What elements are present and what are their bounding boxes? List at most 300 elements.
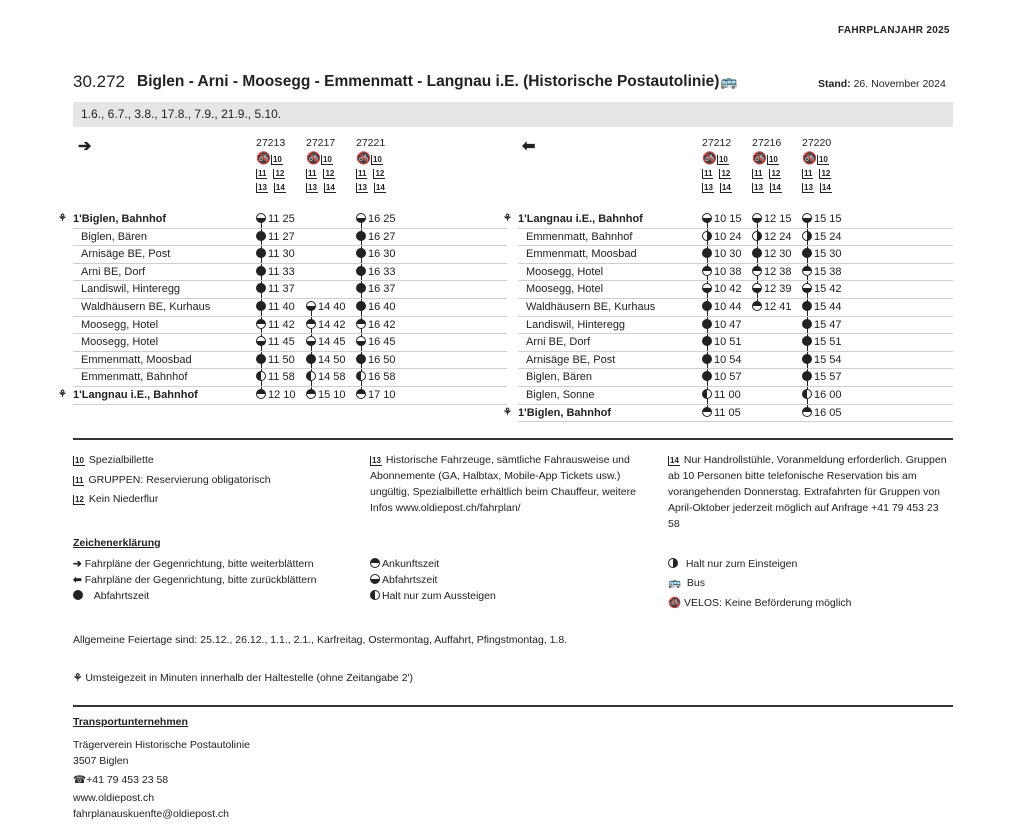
line-title: Biglen - Arni - Moosegg - Emmenmatt - Langnau i.E. (Historische Postautolinie) <box>137 73 720 90</box>
year-label: FAHRPLANJAHR 2025 <box>838 25 950 36</box>
stop-name: 1'Biglen, Bahnhof <box>518 406 612 419</box>
stop-type-icon <box>356 248 366 258</box>
time-value: 10 38 <box>714 265 742 278</box>
stop-name: 1'Langnau i.E., Bahnhof <box>518 213 643 225</box>
departure-time <box>752 229 792 247</box>
time-value: 10 15 <box>714 213 742 225</box>
stop-type-icon <box>752 248 762 258</box>
departure-time <box>752 299 792 317</box>
stop-type-icon <box>256 336 266 346</box>
trip-number: 27213 <box>256 137 286 149</box>
time-value: 11 42 <box>268 318 295 331</box>
stop-name: Emmenmatt, Bahnhof <box>526 230 633 243</box>
footnote-ref: 14 <box>375 183 385 192</box>
time-value: 15 57 <box>814 371 842 384</box>
time-value: 11 30 <box>268 248 295 261</box>
stop-name: Biglen, Bären <box>81 230 148 243</box>
departure-time <box>356 334 396 352</box>
stop-type-icon <box>802 283 812 293</box>
departure-time <box>306 369 346 387</box>
stop-row <box>73 352 507 370</box>
departure-time <box>802 246 842 264</box>
departure-time <box>256 229 295 247</box>
departure-time <box>702 281 742 299</box>
trip-attributes <box>702 151 738 194</box>
operator-web[interactable]: www.oldiepost.ch <box>73 792 155 804</box>
stop-name: Moosegg, Hotel <box>81 336 159 349</box>
departure-time <box>306 317 346 335</box>
stop-row <box>518 317 953 335</box>
bike-icon: 🚳 <box>752 151 767 165</box>
stop-name: Moosegg, Hotel <box>526 283 604 296</box>
departure-time <box>256 246 295 264</box>
time-value: 11 25 <box>268 213 295 225</box>
stop-type-icon <box>256 371 266 381</box>
stop-row <box>73 229 507 247</box>
time-value: 10 51 <box>714 336 742 349</box>
bus-icon: 🚌 <box>720 73 738 89</box>
time-value: 16 00 <box>814 389 842 401</box>
stop-type-icon <box>256 213 266 223</box>
stop-type-icon <box>802 248 812 258</box>
departure-time <box>356 317 396 335</box>
time-value: 17 10 <box>368 389 396 401</box>
transfer-icon: ⚘ <box>503 406 512 418</box>
stop-type-icon <box>356 231 366 241</box>
departure-time <box>256 299 295 317</box>
departure-time <box>702 334 742 352</box>
time-value: 11 05 <box>714 406 741 419</box>
stop-type-icon <box>702 371 712 381</box>
departure-time <box>356 369 396 387</box>
stop-type-icon <box>702 389 712 399</box>
transfer-note: ⚘ Umsteigezeit in Minuten innerhalb der Haltestelle (ohne Zeitangabe 2') <box>73 672 414 684</box>
trip-number: 27220 <box>802 137 832 149</box>
stop-row <box>518 264 953 282</box>
time-value: 10 24 <box>714 230 742 243</box>
departure-time <box>256 211 295 229</box>
stop-type-icon <box>356 371 366 381</box>
footnote-ref: 11 <box>704 169 713 178</box>
departure-time <box>802 264 842 282</box>
departure-time <box>702 229 742 247</box>
departure-time <box>356 211 396 229</box>
legend-next: ➔ Fahrpläne der Gegenrichtung, bitte weiterblättern <box>73 558 314 570</box>
legend-velo: 🚳 VELOS: Keine Beförderung möglich <box>668 597 852 609</box>
stop-name: Moosegg, Hotel <box>526 265 604 278</box>
stop-row <box>518 211 953 229</box>
time-value: 16 37 <box>368 283 396 296</box>
legend-out: Halt nur zum Aussteigen <box>370 590 496 602</box>
departure-time <box>702 264 742 282</box>
time-value: 11 40 <box>268 301 295 313</box>
stop-type-icon <box>802 231 812 241</box>
time-value: 11 50 <box>268 353 295 366</box>
footnote-ref: 13 <box>308 183 317 192</box>
time-value: 16 42 <box>368 318 396 331</box>
departure-time <box>256 352 295 370</box>
time-value: 12 24 <box>764 230 792 243</box>
departure-time <box>802 334 842 352</box>
departure-time <box>802 299 842 317</box>
stop-row <box>73 211 507 229</box>
time-value: 16 25 <box>368 213 396 225</box>
footnote-ref: 10 <box>322 155 332 164</box>
time-value: 11 45 <box>268 336 295 349</box>
stop-name: Biglen, Bären <box>526 371 593 384</box>
stop-row <box>73 387 507 405</box>
departure-time <box>752 246 792 264</box>
line-number: 30.272 <box>73 72 125 91</box>
stop-name: 1'Langnau i.E., Bahnhof <box>73 389 198 401</box>
stop-type-icon <box>256 301 266 311</box>
time-value: 15 10 <box>318 389 346 401</box>
stop-type-icon <box>802 371 812 381</box>
stop-type-icon <box>802 354 812 364</box>
stop-name: Arni BE, Dorf <box>81 265 146 278</box>
time-value: 16 40 <box>368 301 396 313</box>
bike-icon: 🚳 <box>802 151 817 165</box>
departure-time <box>752 281 792 299</box>
footnote-ref: 13 <box>754 183 763 192</box>
time-value: 16 50 <box>368 353 396 366</box>
trip-attributes <box>802 151 838 194</box>
footnote-ref: 14 <box>771 183 781 192</box>
legend-bus: 🚌 Bus <box>668 577 706 589</box>
legend-dep: Abfahrtszeit <box>73 590 149 602</box>
stop-type-icon <box>356 266 366 276</box>
departure-time <box>802 405 842 423</box>
departure-time <box>356 281 396 299</box>
departure-time <box>306 299 346 317</box>
legend-title: Zeichenerklärung <box>73 537 161 549</box>
footnote-10: 10 Spezialbillette <box>75 454 154 466</box>
time-value: 11 33 <box>268 265 295 278</box>
footnote-ref: 13 <box>358 183 367 192</box>
time-value: 14 40 <box>318 301 346 313</box>
footnote-ref: 11 <box>258 169 267 178</box>
legend-arr: Ankunftszeit <box>370 558 439 570</box>
stop-type-icon <box>702 354 712 364</box>
time-value: 15 54 <box>814 353 842 366</box>
departure-time <box>802 352 842 370</box>
footnote-ref: 11 <box>308 169 317 178</box>
stop-name: Waldhäusern BE, Kurhaus <box>81 301 211 313</box>
stop-row <box>73 264 507 282</box>
stop-type-icon <box>256 248 266 258</box>
trip-attributes <box>256 151 292 194</box>
stop-name: Arnisäge BE, Post <box>526 353 616 366</box>
time-value: 15 47 <box>814 318 842 331</box>
stop-row <box>518 229 953 247</box>
departure-time <box>802 387 842 405</box>
footnote-ref: 11 <box>358 169 367 178</box>
operator-name: Trägerverein Historische Postautolinie <box>73 739 251 751</box>
time-value: 11 58 <box>268 371 295 384</box>
trip-number: 27221 <box>356 137 386 149</box>
time-value: 12 38 <box>764 265 792 278</box>
stop-type-icon <box>702 231 712 241</box>
stop-type-icon <box>256 283 266 293</box>
stop-type-icon <box>306 389 316 399</box>
bike-icon: 🚳 <box>256 151 271 165</box>
stop-row <box>73 317 507 335</box>
departure-time <box>356 264 396 282</box>
time-value: 15 51 <box>814 336 842 349</box>
time-value: 10 54 <box>714 353 742 366</box>
departure-time <box>802 281 842 299</box>
stop-row <box>518 405 953 423</box>
footnote-ref: 14 <box>275 183 285 192</box>
stop-name: Landiswil, Hinteregg <box>526 318 626 331</box>
stop-type-icon <box>802 213 812 223</box>
stop-type-icon <box>356 301 366 311</box>
stop-type-icon <box>752 266 762 276</box>
time-value: 12 39 <box>764 283 792 296</box>
departure-time <box>702 246 742 264</box>
footnote-ref: 14 <box>821 183 831 192</box>
time-value: 16 58 <box>368 371 396 384</box>
stop-type-icon <box>802 266 812 276</box>
departure-time <box>752 211 792 229</box>
stop-type-icon <box>802 301 812 311</box>
footnote-ref: 12 <box>325 169 335 178</box>
stop-row <box>73 281 507 299</box>
time-value: 16 27 <box>368 230 396 243</box>
stand-date: Stand: 26. November 2024 <box>818 78 946 90</box>
stop-row <box>73 246 507 264</box>
stop-type-icon <box>752 213 762 223</box>
departure-time <box>802 317 842 335</box>
operator-city: 3507 Biglen <box>73 755 129 767</box>
departure-time <box>802 211 842 229</box>
footnote-11: 11 GRUPPEN: Reservierung obligatorisch <box>75 474 271 486</box>
footnote-12: 12 Kein Niederflur <box>75 493 159 505</box>
time-value: 10 30 <box>714 248 742 261</box>
stop-type-icon <box>802 319 812 329</box>
footnote-ref: 12 <box>821 169 831 178</box>
departure-time <box>802 369 842 387</box>
bus-icon: 🚌 <box>668 577 682 589</box>
transfer-icon: ⚘ <box>503 213 512 224</box>
stop-type-icon <box>702 213 712 223</box>
stop-type-icon <box>702 248 712 258</box>
stop-row <box>518 246 953 264</box>
stop-type-icon <box>802 336 812 346</box>
stop-type-icon <box>356 354 366 364</box>
footnote-ref: 10 <box>768 155 778 164</box>
stop-name: Biglen, Sonne <box>526 389 595 401</box>
stop-type-icon <box>702 266 712 276</box>
time-value: 10 47 <box>714 318 742 331</box>
stop-row <box>518 334 953 352</box>
departure-time <box>702 369 742 387</box>
time-value: 10 57 <box>714 371 742 384</box>
trip-attributes <box>306 151 342 194</box>
stop-name: Emmenmatt, Moosbad <box>81 353 192 366</box>
footnote-ref: 12 <box>375 169 385 178</box>
time-value: 16 05 <box>814 406 842 419</box>
time-value: 16 33 <box>368 265 396 278</box>
time-value: 14 58 <box>318 371 346 384</box>
legend-in: Halt nur zum Einsteigen <box>668 558 797 570</box>
footnote-ref: 13 <box>704 183 713 192</box>
footnote-ref: 12 <box>721 169 731 178</box>
time-value: 14 50 <box>318 353 346 366</box>
stop-row <box>73 299 507 317</box>
prev-direction-arrow-icon[interactable]: ⬅ <box>522 138 536 155</box>
transfer-icon: ⚘ <box>58 213 67 224</box>
departure-time <box>702 405 741 423</box>
departure-time <box>702 352 742 370</box>
trip-number: 27212 <box>702 137 732 149</box>
footnote-ref: 14 <box>721 183 731 192</box>
departure-time <box>752 264 792 282</box>
operator-email[interactable]: fahrplanauskuenfte@oldiepost.ch <box>73 808 230 820</box>
stop-name: Moosegg, Hotel <box>81 318 159 331</box>
footnote-14: 14 Nur Handrollstühle, Voranmeldung erforderlich. Gruppen ab 10 Personen bitte telefonische Reservation bis am vorangehenden Donnerstag. Extrafahrten für Gruppen von April-Oktober jederzeit möglich auf Anfrage +41 79 453 23 58 <box>668 454 947 530</box>
stop-type-icon <box>752 231 762 241</box>
stop-type-icon <box>306 354 316 364</box>
stop-name: Arni BE, Dorf <box>526 336 591 349</box>
stop-type-icon <box>802 389 812 399</box>
departure-time <box>256 317 295 335</box>
departure-time <box>356 229 396 247</box>
departure-time <box>306 334 346 352</box>
departure-time <box>356 246 396 264</box>
stop-name: Arnisäge BE, Post <box>81 248 171 261</box>
departure-time <box>802 229 842 247</box>
stop-type-icon <box>356 336 366 346</box>
stop-type-icon <box>356 213 366 223</box>
departure-time <box>256 369 295 387</box>
stop-name: Waldhäusern BE, Kurhaus <box>526 301 656 313</box>
bike-icon: 🚳 <box>356 151 371 165</box>
time-value: 10 42 <box>714 283 742 296</box>
stop-type-icon <box>802 407 812 417</box>
time-value: 12 15 <box>764 213 792 225</box>
stop-row <box>518 299 953 317</box>
stop-type-icon <box>752 301 762 311</box>
time-value: 11 37 <box>268 283 295 296</box>
departure-time <box>306 352 346 370</box>
time-value: 12 10 <box>268 389 296 401</box>
stop-row <box>518 387 953 405</box>
stop-type-icon <box>702 336 712 346</box>
stop-type-icon <box>256 231 266 241</box>
stop-type-icon <box>356 389 366 399</box>
stop-type-icon <box>752 283 762 293</box>
footnote-ref: 10 <box>372 155 382 164</box>
stop-row <box>73 369 507 387</box>
time-value: 12 30 <box>764 248 792 261</box>
footnote-ref: 13 <box>804 183 813 192</box>
bike-icon: 🚳 <box>702 151 717 165</box>
operator-title: Transportunternehmen <box>73 716 188 728</box>
departure-time <box>356 387 396 405</box>
time-value: 15 15 <box>814 213 842 225</box>
time-value: 15 44 <box>814 301 842 313</box>
departure-time <box>256 334 295 352</box>
time-value: 16 30 <box>368 248 396 261</box>
stop-type-icon <box>256 319 266 329</box>
stop-type-icon <box>356 283 366 293</box>
stop-row <box>73 334 507 352</box>
trip-attributes <box>356 151 392 194</box>
trip-attributes <box>752 151 788 194</box>
departure-time <box>256 281 295 299</box>
holidays-note: Allgemeine Feiertage sind: 25.12., 26.12., 1.1., 2.1., Karfreitag, Ostermontag, Auffahrt, Pfingstmontag, 1.8. <box>73 634 568 646</box>
stop-type-icon <box>306 301 316 311</box>
time-value: 15 30 <box>814 248 842 261</box>
time-value: 14 45 <box>318 336 346 349</box>
stop-type-icon <box>702 301 712 311</box>
stop-name: 1'Biglen, Bahnhof <box>73 213 167 225</box>
time-value: 11 00 <box>714 389 741 401</box>
stop-type-icon <box>256 266 266 276</box>
stop-type-icon <box>702 407 712 417</box>
time-value: 16 45 <box>368 336 396 349</box>
footnote-ref: 14 <box>325 183 335 192</box>
bike-icon: 🚳 <box>306 151 321 165</box>
next-direction-arrow-icon[interactable]: ➔ <box>78 138 92 155</box>
stop-name: Emmenmatt, Moosbad <box>526 248 637 261</box>
trip-number: 27216 <box>752 137 782 149</box>
departure-time <box>306 387 346 405</box>
stop-row <box>518 281 953 299</box>
departure-time <box>256 264 295 282</box>
departure-time <box>356 299 396 317</box>
stop-type-icon <box>356 319 366 329</box>
departure-time <box>702 211 742 229</box>
time-value: 14 42 <box>318 318 346 331</box>
legend-prev: ⬅ Fahrpläne der Gegenrichtung, bitte zurückblättern <box>73 574 317 586</box>
departure-time <box>702 387 741 405</box>
departure-time <box>702 299 742 317</box>
stop-type-icon <box>702 283 712 293</box>
departure-time <box>356 352 396 370</box>
footnote-ref: 13 <box>258 183 267 192</box>
time-value: 15 24 <box>814 230 842 243</box>
stop-type-icon <box>256 354 266 364</box>
stop-row <box>518 352 953 370</box>
footnote-ref: 11 <box>754 169 763 178</box>
footnote-ref: 11 <box>804 169 813 178</box>
stop-type-icon <box>306 371 316 381</box>
time-value: 11 27 <box>268 230 295 243</box>
legend-abf: Abfahrtszeit <box>370 574 437 586</box>
transfer-icon: ⚘ <box>58 389 67 400</box>
stop-type-icon <box>306 319 316 329</box>
stop-type-icon <box>702 319 712 329</box>
footnote-ref: 12 <box>275 169 285 178</box>
footnote-ref: 12 <box>771 169 781 178</box>
footnote-13: 13 Historische Fahrzeuge, sämtliche Fahrausweise und Abonnemente (GA, Halbtax, Mobile-App Tickets usw.) ungültig, Spezialbillette erhältlich beim Chauffeur, weitere Infos www.oldiepost.ch/fahrplan/ <box>370 454 636 514</box>
stop-name: Landiswil, Hinteregg <box>81 283 181 296</box>
stop-type-icon <box>256 389 266 399</box>
time-value: 12 41 <box>764 301 792 313</box>
departure-time <box>256 387 296 405</box>
time-value: 10 44 <box>714 301 742 313</box>
stop-row <box>518 369 953 387</box>
departure-time <box>702 317 742 335</box>
footnote-ref: 10 <box>272 155 282 164</box>
operator-phone: ☎+41 79 453 23 58 <box>73 774 169 786</box>
stop-type-icon <box>306 336 316 346</box>
time-value: 15 42 <box>814 283 842 296</box>
footnote-ref: 10 <box>818 155 828 164</box>
stop-name: Emmenmatt, Bahnhof <box>81 371 188 384</box>
